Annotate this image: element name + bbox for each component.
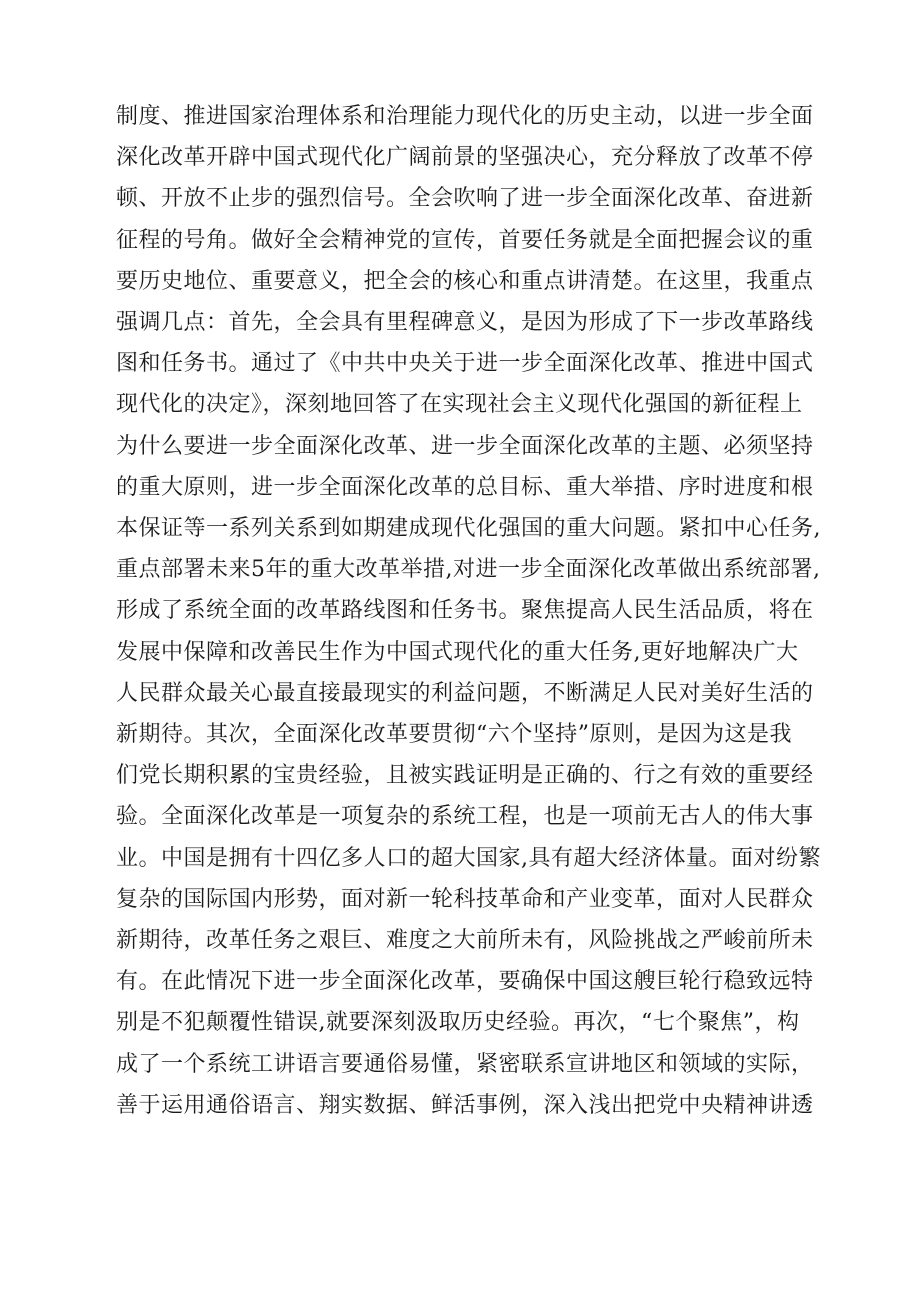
text-line: 现代化的决定》，深刻地回答了在实现社会主义现代化强国的新征程上 (116, 392, 803, 418)
text-line: 本保证等一系列关系到如期建成现代化强国的重大问题。紧扣中心任务, (116, 516, 821, 542)
text-line: 发展中保障和改善民生作为中国式现代化的重大任务,更好地解决广大 (116, 639, 799, 665)
text-line: 征程的号角。做好全会精神党的宣传，首要任务就是全面把握会议的重 (116, 227, 814, 253)
text-line: 的重大原则，进一步全面深化改革的总目标、重大举措、序时进度和根 (116, 474, 814, 500)
text-line: 有。在此情况下进一步全面深化改革，要确保中国这艘巨轮行稳致远特 (116, 969, 814, 995)
text-line: 强调几点：首先，全会具有里程碑意义，是因为形成了下一步改革路线 (116, 310, 814, 336)
text-line: 业。中国是拥有十四亿多人口的超大国家,具有超大经济体量。面对纷繁 (116, 845, 821, 871)
text-line: 复杂的国际国内形势，面对新一轮科技革命和产业变革，面对人民群众 (116, 886, 814, 912)
text-line: 们党长期积累的宝贵经验，且被实践证明是正确的、行之有效的重要经 (116, 763, 814, 789)
text-line: 要历史地位、重要意义，把全会的核心和重点讲清楚。在这里，我重点 (116, 268, 814, 294)
text-line: 验。全面深化改革是一项复杂的系统工程，也是一项前无古人的伟大事 (116, 804, 814, 830)
text-line: 形成了系统全面的改革路线图和任务书。聚焦提高人民生活品质，将在 (116, 598, 814, 624)
text-line: 新期待。其次，全面深化改革要贯彻“六个坚持”原则，是因为这是我 (116, 722, 792, 748)
text-line: 重点部署未来5年的重大改革举措,对进一步全面深化改革做出系统部署, (116, 557, 821, 583)
text-line: 图和任务书。通过了《中共中央关于进一步全面深化改革、推进中国式 (116, 351, 814, 377)
body-text (116, 96, 836, 1126)
text-line: 新期待，改革任务之艰巨、难度之大前所未有，风险挑战之严峻前所未 (116, 928, 814, 954)
text-line: 别是不犯颠覆性错误,就要深刻汲取历史经验。再次，“七个聚焦”，构 (116, 1010, 800, 1036)
text-line: 善于运用通俗语言、翔实数据、鲜活事例，深入浅出把党中央精神讲透 (116, 1092, 814, 1118)
text-line: 人民群众最关心最直接最现实的利益问题，不断满足人民对美好生活的 (116, 680, 814, 706)
text-line: 顿、开放不止步的强烈信号。全会吹响了进一步全面深化改革、奋进新 (116, 186, 814, 212)
text-line: 为什么要进一步全面深化改革、进一步全面深化改革的主题、必须坚持 (116, 433, 814, 459)
text-line: 成了一个系统工讲语言要通俗易懂，紧密联系宣讲地区和领域的实际， (116, 1051, 814, 1077)
text-line: 制度、推进国家治理体系和治理能力现代化的历史主动，以进一步全面 (116, 104, 814, 129)
text-line: 深化改革开辟中国式现代化广阔前景的坚强决心，充分释放了改革不停 (116, 145, 814, 171)
